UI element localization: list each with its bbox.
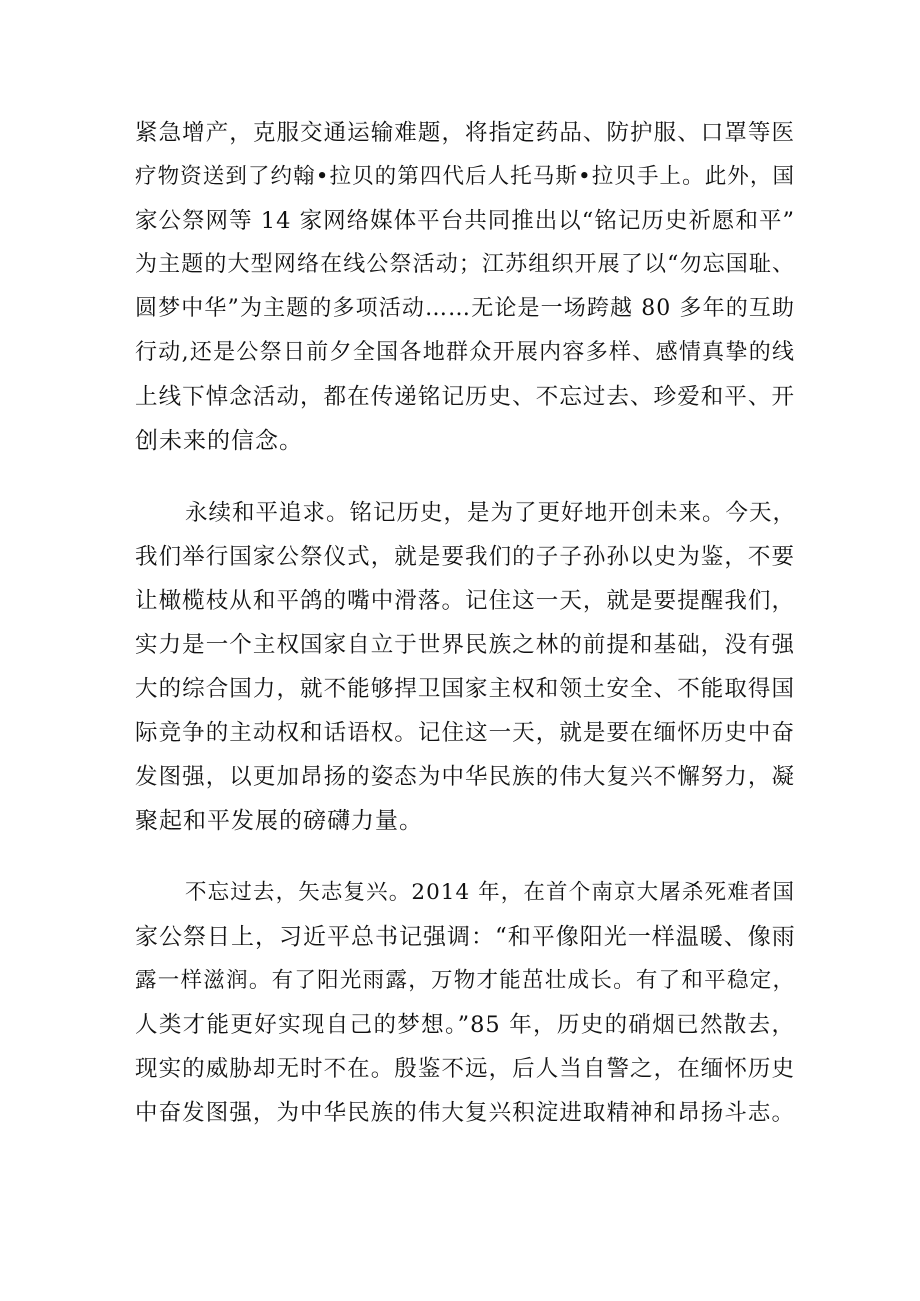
paragraph-1-line-5: 圆梦中华”为主题的多项活动……无论是一场跨越 80 多年的互助	[135, 296, 795, 321]
paragraph-1-line-8: 创未来的信念。	[135, 428, 303, 454]
paragraph-3-line-3: 露一样滋润。有了阳光雨露，万物才能茁壮成长。有了和平稳定，	[135, 968, 795, 993]
paragraph-2-line-8: 聚起和平发展的磅礴力量。	[135, 808, 423, 834]
paragraph-3-line-5: 现实的威胁却无时不在。殷鉴不远，后人当自警之，在缅怀历史	[135, 1056, 795, 1082]
paragraph-1-line-3: 家公祭网等 14 家网络媒体平台共同推出以“铭记历史祈愿和平”	[135, 208, 795, 234]
paragraph-3-line-6: 中奋发图强，为中华民族的伟大复兴积淀进取精神和昂扬斗志。	[135, 1100, 795, 1126]
paragraph-3-line-2: 家公祭日上，习近平总书记强调：“和平像阳光一样温暖、像雨	[135, 924, 796, 950]
paragraph-2-line-6: 际竞争的主动权和话语权。记住这一天，就是要在缅怀历史中奋	[135, 720, 795, 746]
paragraph-1-line-6: 行动,还是公祭日前夕全国各地群众开展内容多样、感情真挚的线	[135, 340, 795, 365]
paragraph-1-line-2: 疗物资送到了约翰•拉贝的第四代后人托马斯•拉贝手上。此外，国	[135, 164, 795, 189]
paragraph-2-line-3: 让橄榄枝从和平鸽的嘴中滑落。记住这一天，就是要提醒我们，	[135, 588, 795, 614]
paragraph-3-line-1: 不忘过去，矢志复兴。2014 年，在首个南京大屠杀死难者国	[185, 880, 795, 905]
paragraph-2-line-2: 我们举行国家公祭仪式，就是要我们的子子孙孙以史为鉴，不要	[135, 544, 795, 570]
paragraph-1-line-1: 紧急增产，克服交通运输难题，将指定药品、防护服、口罩等医	[135, 120, 795, 146]
paragraph-2-line-4: 实力是一个主权国家自立于世界民族之林的前提和基础，没有强	[135, 632, 795, 658]
paragraph-1-line-7: 上线下悼念活动，都在传递铭记历史、不忘过去、珍爱和平、开	[135, 384, 795, 410]
paragraph-1-line-4: 为主题的大型网络在线公祭活动；江苏组织开展了以“勿忘国耻、	[135, 252, 795, 277]
paragraph-2-line-5: 大的综合国力，就不能够捍卫国家主权和领土安全、不能取得国	[135, 676, 795, 702]
paragraph-3-line-4: 人类才能更好实现自己的梦想。”85 年，历史的硝烟已然散去，	[135, 1012, 795, 1038]
paragraph-2-line-1: 永续和平追求。铭记历史，是为了更好地开创未来。今天，	[185, 500, 797, 526]
paragraph-2-line-7: 发图强，以更加昂扬的姿态为中华民族的伟大复兴不懈努力，凝	[135, 764, 795, 790]
